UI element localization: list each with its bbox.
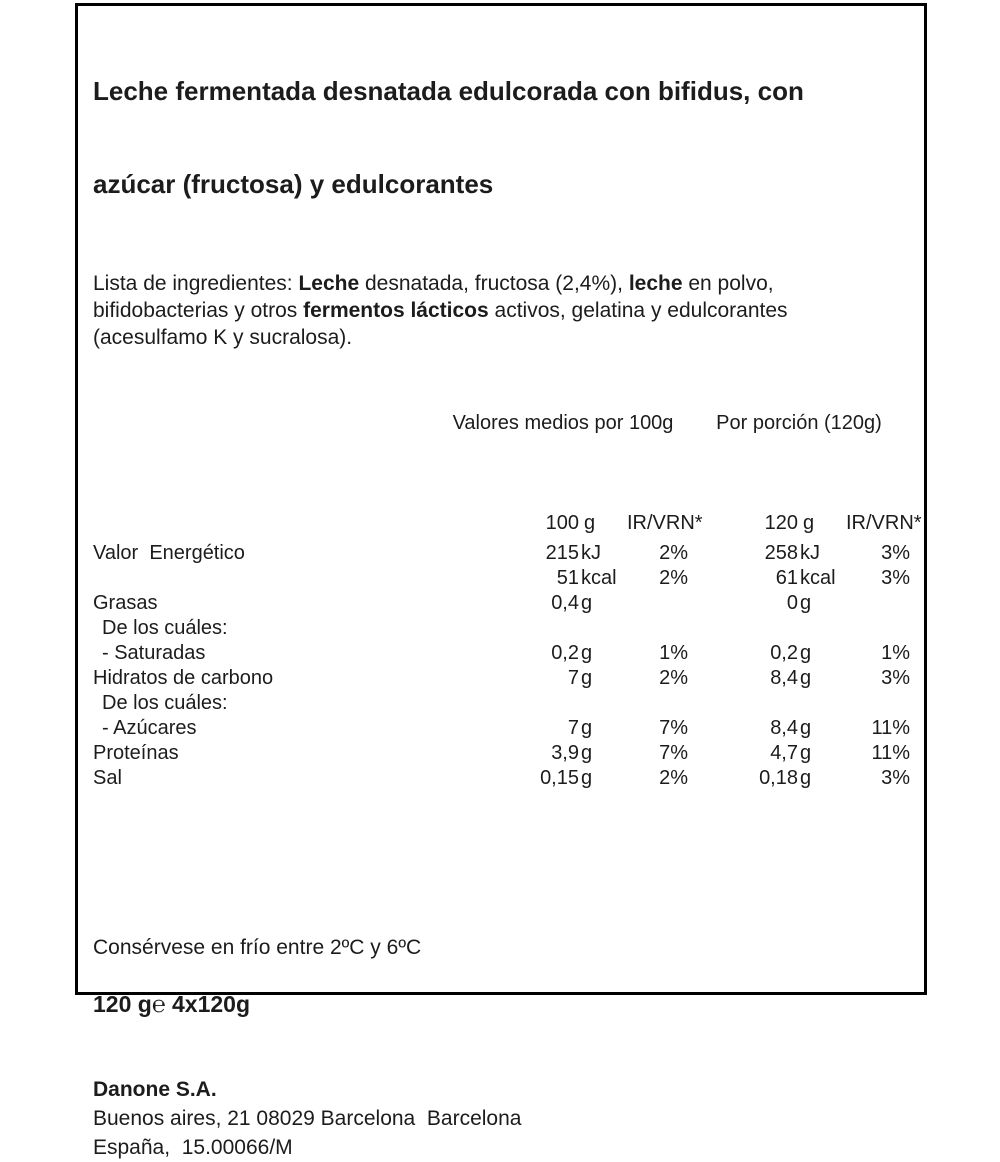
pct-irvrn-120g: 1% [881,642,910,664]
unit-per-120g: g [800,592,812,614]
nutrient-label: Hidratos de carbono [93,667,274,689]
nutrient-label: De los cuáles: [102,692,228,714]
unit-per-120g: g [800,742,812,764]
ingredient-text: activos, gelatina y edulcorantes [488,299,788,322]
nutrient-label: De los cuáles: [102,617,228,639]
unit-per-120g: g [800,767,812,789]
value-per-120g: 258 [764,542,798,564]
ingredients-text [93,270,910,351]
nutrient-label: Valor Energético [93,542,245,564]
pct-irvrn-120g: 3% [881,667,910,689]
subheader-amount-120g: 120 [764,512,798,534]
nutrition-subheader [93,511,922,536]
pct-irvrn-100g: 2% [659,767,688,789]
pct-irvrn-100g [627,591,688,616]
value-per-100g: 3,9 [551,742,579,764]
value-per-120g: 0,2 [770,642,798,664]
ingredient-emphasis: leche [628,272,683,295]
nutrient-label: Grasas [93,592,158,614]
unit-per-120g [798,616,846,641]
value-per-120g: 8,4 [770,667,798,689]
pct-irvrn-100g: 2% [659,667,688,689]
unit-per-100g: kcal [581,567,617,589]
nutrition-row [93,716,910,741]
ingredients-line [93,297,910,324]
pct-irvrn-120g: 11% [871,717,910,739]
nutrient-label: Sal [93,767,122,789]
col-header-per-portion: Por porción (120g) [716,412,882,434]
nutrient-label: - Saturadas [102,642,206,664]
nutrient-label: Proteínas [93,742,179,764]
value-per-100g: 0,2 [551,642,579,664]
manufacturer-address-line-1: Buenos aires, 21 08029 Barcelona Barcelona [93,1107,522,1130]
unit-per-100g: g [581,742,593,764]
unit-per-100g: g [581,767,593,789]
unit-per-100g: g [581,717,593,739]
product-title [93,14,910,262]
net-weight: 120 g℮ 4x120g [93,991,251,1017]
nutrition-row [93,691,910,716]
nutrition-row [93,541,910,566]
pct-irvrn-120g: 11% [871,742,910,764]
pct-irvrn-120g [846,591,910,616]
ingredients-line [93,270,910,297]
unit-per-120g: g [800,717,812,739]
unit-per-100g [579,691,627,716]
ingredient-emphasis: Leche [298,272,360,295]
pct-irvrn-100g: 2% [659,542,688,564]
value-per-100g [438,616,579,641]
nutrition-row [93,616,910,641]
value-per-120g: 0,18 [759,767,798,789]
nutrition-row [93,591,910,616]
subheader-irvrn-100g: IR/VRN* [627,512,703,534]
unit-per-120g [798,691,846,716]
value-per-100g: 0,15 [540,767,579,789]
ingredients-line [93,324,910,351]
manufacturer-block [93,1076,910,1162]
nutrient-label: - Azúcares [102,717,197,739]
manufacturer-address-line-2: España, 15.00066/M [93,1136,293,1159]
nutrient-label [93,566,438,591]
value-per-120g: 4,7 [770,742,798,764]
ingredient-text: en polvo, [682,272,774,295]
value-per-100g: 0,4 [551,592,579,614]
unit-per-100g: g [581,592,593,614]
pct-irvrn-100g [627,616,688,641]
nutrition-row [93,741,910,766]
pct-irvrn-100g [627,691,688,716]
nutrition-row [93,766,910,791]
pct-irvrn-120g: 3% [881,542,910,564]
value-per-120g [688,691,798,716]
value-per-120g: 8,4 [770,717,798,739]
ingredient-text: desnatada, fructosa (2,4%), [359,272,629,295]
value-per-120g: 61 [775,567,798,589]
pct-irvrn-100g: 7% [659,717,688,739]
col-header-per-100g: Valores medios por 100g [452,412,674,434]
storage-instructions: Consérvese en frío entre 2ºC y 6ºC [93,936,422,959]
pct-irvrn-120g [846,691,910,716]
unit-per-120g: g [800,642,812,664]
nutrition-column-group-headers [93,411,910,435]
product-title-line-2: azúcar (fructosa) y edulcorantes [93,169,494,199]
manufacturer-name: Danone S.A. [93,1078,217,1101]
value-per-100g: 7 [567,667,579,689]
nutrition-row [93,566,910,591]
pct-irvrn-100g: 2% [659,567,688,589]
nutrition-row [93,641,910,666]
pct-irvrn-100g: 1% [659,642,688,664]
ingredient-text: (acesulfamo K y sucralosa). [93,326,353,349]
value-per-100g: 51 [556,567,579,589]
ingredient-emphasis: fermentos lácticos [303,299,489,322]
product-title-line-1: Leche fermentada desnatada edulcorada con bifidus, con [93,76,804,106]
nutrition-row [93,666,910,691]
value-per-100g: 7 [567,717,579,739]
pct-irvrn-100g: 7% [659,742,688,764]
unit-per-100g: g [581,667,593,689]
unit-per-100g [579,616,627,641]
pct-irvrn-120g: 3% [881,567,910,589]
unit-per-120g: g [800,667,812,689]
unit-per-120g: kcal [800,567,836,589]
pct-irvrn-120g: 3% [881,767,910,789]
ingredient-text: bifidobacterias y otros [93,299,304,322]
group-header-spacer [93,411,438,435]
unit-per-100g: kJ [581,542,601,564]
unit-per-120g: kJ [800,542,820,564]
ingredient-text: Lista de ingredientes: [93,272,299,295]
unit-per-100g: g [581,642,593,664]
subheader-unit-120g: g [803,512,815,534]
value-per-120g [688,616,798,641]
value-per-100g: 215 [545,542,579,564]
subheader-unit-100g: g [584,512,596,534]
nutrition-rows [93,541,910,791]
value-per-120g: 0 [786,592,798,614]
subheader-amount-100g: 100 [545,512,579,534]
value-per-100g [438,691,579,716]
pct-irvrn-120g [846,616,910,641]
subheader-spacer [93,511,438,536]
product-label-sheet [75,3,927,1159]
subheader-irvrn-120g: IR/VRN* [846,512,922,534]
